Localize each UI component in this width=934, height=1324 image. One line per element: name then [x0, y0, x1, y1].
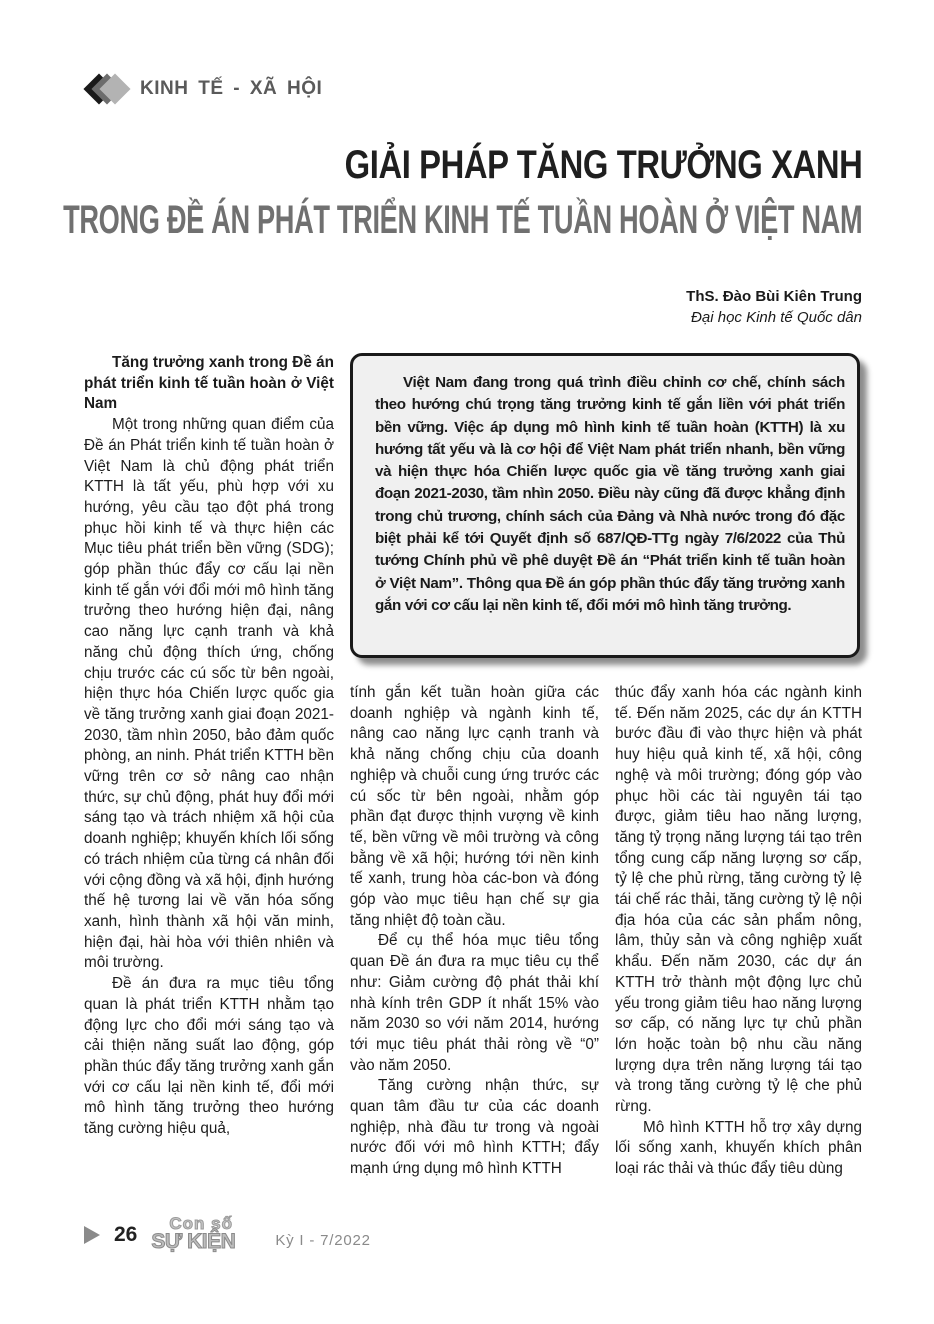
page-footer	[84, 1215, 371, 1255]
column-middle	[350, 683, 599, 1180]
magazine-logo-line2: SỰ KIỆN	[151, 1230, 236, 1253]
paragraph: Đề án đưa ra mục tiêu tổng quan là phát triển KTTH nhằm tạo động lực cho đổi mới sáng tạo và cải thiện năng suất lao động, góp phần thúc đẩy tăng trưởng xanh gắn với cơ cấu lại nền kinh tế, đổi mới mô hình tăng trưởng theo hướng tăng cường hiệu quả,	[84, 975, 334, 1138]
subheading: Tăng trưởng xanh trong Đề án phát triển kinh tế tuần hoàn ở Việt Nam	[84, 354, 334, 413]
abstract-box	[350, 353, 860, 658]
section-label: KINH TẾ - XÃ HỘI	[140, 78, 323, 99]
author-name: ThS. Đào Bùi Kiên Trung	[686, 288, 862, 305]
chevron-arrows-icon	[84, 76, 134, 102]
paragraph: Một trong những quan điểm của Đề án Phát triển kinh tế tuần hoàn ở Việt Nam là chủ động phát triển KTTH là tất yếu, phù hợp với xu hướng, yêu cầu tạo đột phá trong phục hồi kinh tế và thực hiện các Mục tiêu phát triển bền vững (SDG); góp phần thúc đẩy cơ cấu lại nền kinh tế gắn với đổi mới mô hình tăng trưởng theo hướng hiện đại, nâng cao năng lực cạnh tranh và khả năng chủ động thích ứng, chống chịu trước các cú sốc từ bên ngoài, hiện thực hóa Chiến lược quốc gia về tăng trưởng xanh giai đoạn 2021-2030, tầm nhìn 2050, bảo đảm quốc phòng, an ninh. Phát triển KTTH bền vững trên cơ sở nâng cao nhận thức, sự chủ động, phát huy đổi mới sáng tạo và trách nhiệm xã hội của doanh nghiệp; khuyến khích lối sống có trách nhiệm của từng cá nhân đối với cộng đồng và xã hội, định hướng thế hệ tương lai về văn hóa sống xanh, hình thành xã hội văn minh, hiện đại, hài hòa với thiên nhiên và môi trường.	[84, 416, 334, 972]
paragraph: thúc đẩy xanh hóa các ngành kinh tế. Đến năm 2025, các dự án KTTH bước đầu đi vào thực hiện và phát huy hiệu quả kinh tế, xã hội, công nghệ và môi trường; đóng góp vào phục hồi các tài nguyên tái tạo được, giảm tiêu hao năng lượng, tăng tỷ trọng năng lượng tái tạo trên tổng cung cấp năng lượng sơ cấp, tỷ lệ che phủ rừng, tăng cường tỷ lệ tái chế rác thải, tăng cường tỷ lệ nội địa hóa của các sản phẩm nông, lâm, thủy sản và công nghiệp xuất khẩu. Đến năm 2030, các dự án KTTH trở thành một động lực chủ yếu trong giảm tiêu hao năng lượng sơ cấp, có năng lực tự chủ phần lớn hoặc toàn bộ nhu cầu năng lượng dựa trên năng lượng tái tạo và trong tăng cường tỷ lệ che phủ rừng.	[615, 684, 862, 1116]
page-number: 26	[114, 1223, 138, 1246]
column-right	[615, 683, 862, 1180]
article-title-line2: TRONG ĐỀ ÁN PHÁT TRIỂN KINH TẾ TUẦN HOÀN Ở VIỆT NAM	[62, 198, 862, 242]
column-left	[84, 353, 334, 1140]
paragraph: tính gắn kết tuần hoàn giữa các doanh nghiệp và ngành kinh tế, nâng cao năng lực cạnh tranh và khả năng chống chịu của doanh nghiệp và chuỗi cung ứng trước các cú sốc từ bên ngoài, nhằm góp phần đạt được thịnh vượng về kinh tế, bền vững về môi trường và công bằng về xã hội; hướng tới nền kinh tế xanh, trung hòa các-bon và đóng góp vào mục tiêu hạn chế sự gia tăng nhiệt độ toàn cầu.	[350, 684, 599, 929]
abstract-text: Việt Nam đang trong quá trình điều chỉnh cơ chế, chính sách theo hướng chú trọng tăng trưởng kinh tế gắn liền với phát triển bền vững. Việc áp dụng mô hình kinh tế tuần hoàn (KTTH) là xu hướng tất yếu và là cơ hội để Việt Nam phát triển nhanh, bền vững và hiện thực hóa Chiến lược quốc gia về tăng trưởng xanh giai đoạn 2021-2030, tầm nhìn 2050. Điều này cũng đã được khẳng định trong chủ trương, chính sách của Đảng và Nhà nước trong đó đặc biệt phải kể tới Quyết định số 687/QĐ-TTg ngày 7/6/2022 của Thủ tướng Chính phủ về phê duyệt Đề án “Phát triển kinh tế tuần hoàn ở Việt Nam”. Thông qua Đề án góp phần thúc đẩy tăng trưởng xanh gắn với cơ cấu lại nền kinh tế, đổi mới mô hình tăng trưởng.	[375, 374, 845, 614]
issue-label: Kỳ I - 7/2022	[275, 1231, 371, 1249]
section-tag	[84, 76, 322, 102]
paragraph: Mô hình KTTH hỗ trợ xây dựng lối sống xanh, khuyến khích phân loại rác thải và thúc đẩy tiêu dùng	[615, 1118, 862, 1178]
magazine-logo-line1: Con số	[169, 1214, 233, 1233]
paragraph: Tăng cường nhận thức, sự quan tâm đầu tư của các doanh nghiệp, nhà đầu tư trong và ngoài nước đối với mô hình KTTH; đẩy mạnh ứng dụng mô hình KTTH	[350, 1077, 599, 1178]
paragraph: Để cụ thể hóa mục tiêu tổng quan Đề án đưa ra mục tiêu cụ thể như: Giảm cường độ phát thải khí nhà kính trên GDP ít nhất 15% vào năm 2030 so với năm 2014, hướng tới mục tiêu phát thải ròng về “0” vào năm 2050.	[350, 932, 599, 1074]
article-title-line1: GIẢI PHÁP TĂNG TRƯỞNG XANH	[344, 143, 862, 187]
author-block	[686, 288, 862, 326]
author-affiliation: Đại học Kinh tế Quốc dân	[691, 309, 862, 326]
magazine-logo	[151, 1216, 269, 1254]
play-arrow-icon	[84, 1226, 100, 1244]
